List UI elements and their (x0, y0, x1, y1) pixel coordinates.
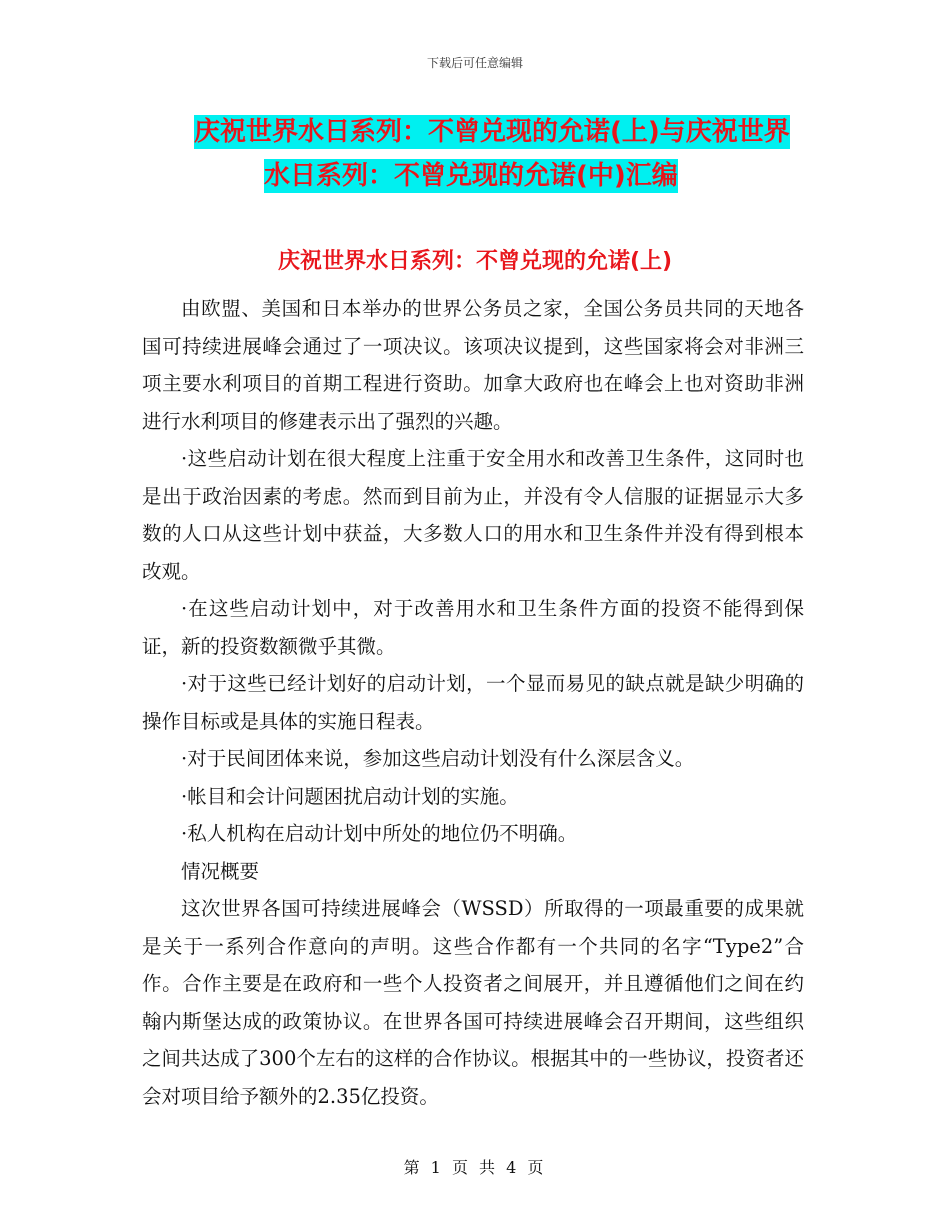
document-title-line-2: 水日系列：不曾兑现的允诺(中)汇编 (264, 161, 678, 191)
paragraph: ·对于民间团体来说，参加这些启动计划没有什么深层含义。 (181, 747, 695, 770)
paragraph: 这次世界各国可持续进展峰会（WSSD）所取得的一项最重要的成果就是关于一系列合作意向的声明。这些合作都有一个共同的名字“Type2”合作。合作主要是在政府和一些个人投资者之间展开，并且遵循他们之间在约翰内斯堡达成的政策协议。在世界各国可持续进展峰会召开期间，这些组织之间共达成了300个左右的这样的合作协议。根据其中的一些协议，投资者还会对项目给予额外的2.35亿投资。 (142, 897, 804, 1108)
paragraph: ·帐目和会计问题困扰启动计划的实施。 (181, 784, 519, 808)
paragraph: ·在这些启动计划中，对于改善用水和卫生条件方面的投资不能得到保证，新的投资数额微乎其微。 (142, 597, 804, 658)
body-text (142, 290, 804, 1115)
page-number: 第 1 页 共 4 页 (403, 1158, 547, 1177)
header-note: 下载后可任意编辑 (426, 56, 523, 70)
document-title-line-1: 庆祝世界水日系列：不曾兑现的允诺(上)与庆祝世界 (194, 117, 790, 147)
document-title (150, 110, 830, 198)
paragraph: 由欧盟、美国和日本举办的世界公务员之家，全国公务员共同的天地各国可持续进展峰会通过了一项决议。该项决议提到，这些国家将会对非洲三项主要水利项目的首期工程进行资助。加拿大政府也在峰会上也对资助非洲进行水利项目的修建表示出了强烈的兴趣。 (142, 297, 804, 433)
section-title: 庆祝世界水日系列：不曾兑现的允诺(上) (277, 249, 673, 274)
paragraph: ·对于这些已经计划好的启动计划，一个显而易见的缺点就是缺少明确的操作目标或是具体的实施日程表。 (142, 672, 804, 733)
paragraph: ·私人机构在启动计划中所处的地位仍不明确。 (181, 822, 578, 845)
subheading: 情况概要 (181, 859, 260, 883)
paragraph: ·这些启动计划在很大程度上注重于安全用水和改善卫生条件，这同时也是出于政治因素的考虑。然而到目前为止，并没有令人信服的证据显示大多数的人口从这些计划中获益，大多数人口的用水和卫生条件并没有得到根本改观。 (142, 447, 804, 583)
